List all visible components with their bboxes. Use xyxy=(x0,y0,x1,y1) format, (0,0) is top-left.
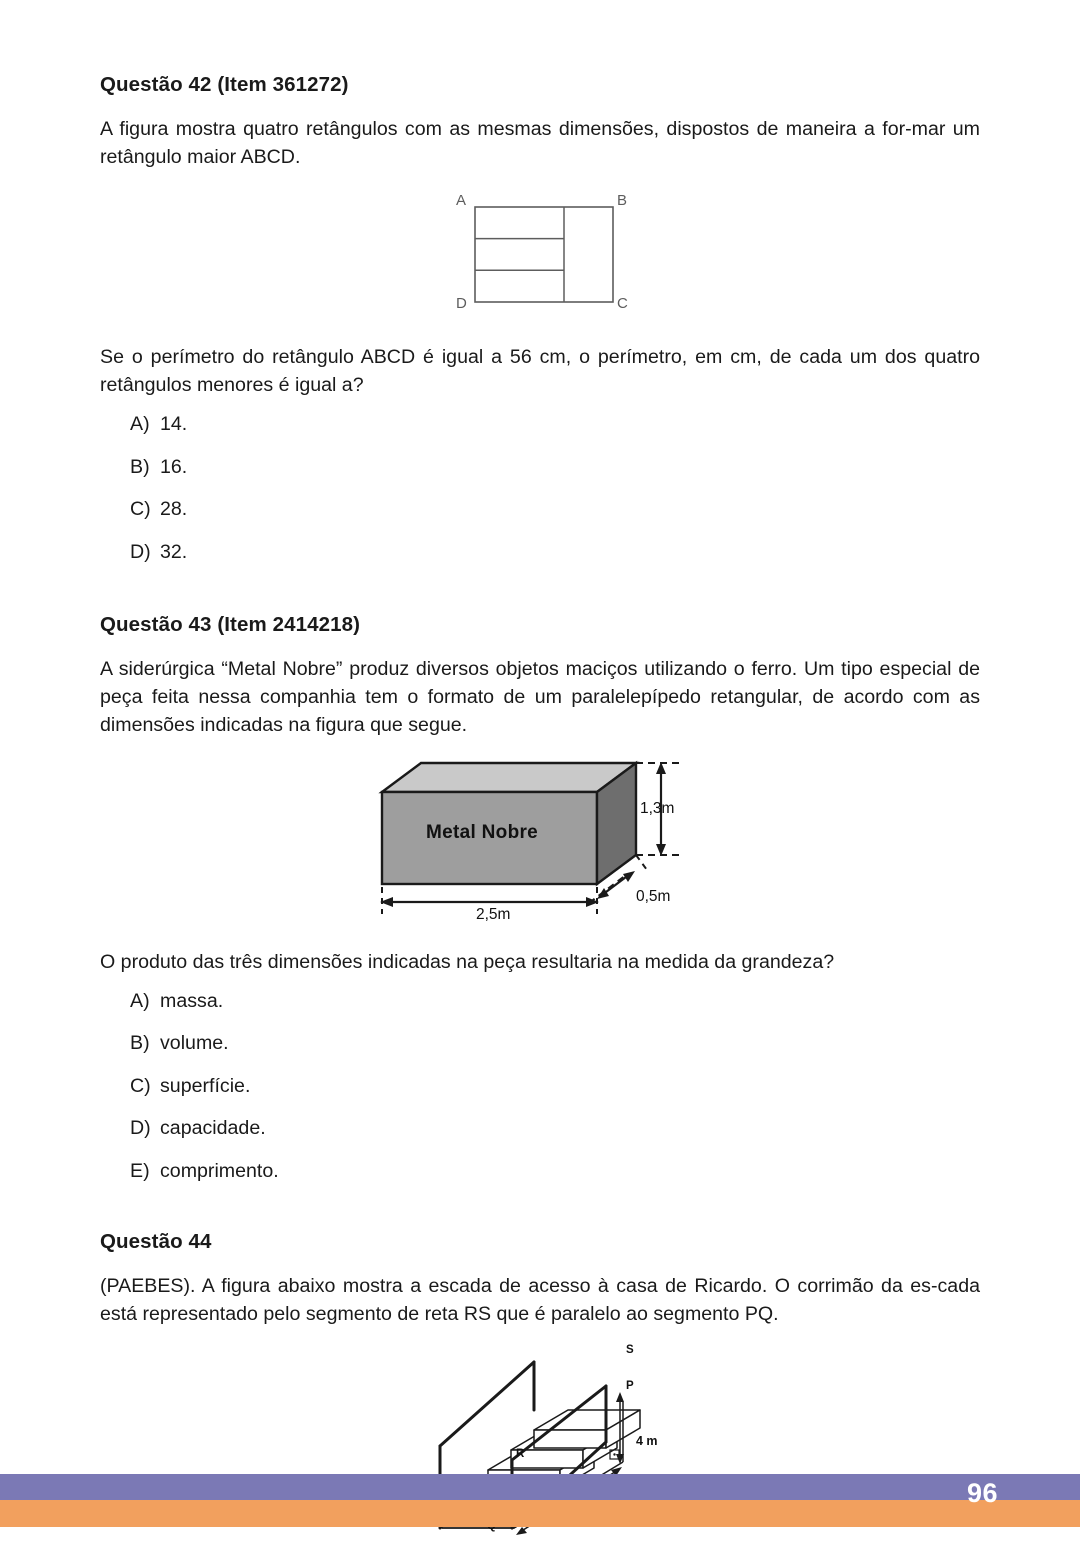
prism-width-label: 2,5m xyxy=(476,905,511,923)
option-item[interactable] xyxy=(100,540,980,565)
option-text: capacidade. xyxy=(160,1117,266,1140)
option-text: comprimento. xyxy=(160,1159,279,1182)
prism-height-label: 1,3m xyxy=(640,799,675,817)
option-item[interactable] xyxy=(100,1031,980,1056)
question-43-prompt: O produto das três dimensões indicadas na peça resultaria na medida da grandeza? xyxy=(100,950,835,973)
option-text: superfície. xyxy=(160,1074,251,1097)
page-number: 96 xyxy=(966,1478,998,1508)
page-content xyxy=(100,72,980,1547)
staircase-point-s: S xyxy=(626,1344,634,1357)
vertex-label-d: D xyxy=(456,295,467,313)
staircase-height-label: 4 m xyxy=(636,1434,658,1449)
question-43-statement: A siderúrgica “Metal Nobre” produz diversos objetos maciços utilizando o ferro. Um tipo especial de peça feita nessa companhia tem o formato de um paralelepípedo retangular, de acordo com as dimensões indicadas na figura que segue. xyxy=(100,657,980,737)
option-letter: B) xyxy=(130,1032,150,1055)
question-42-statement: A figura mostra quatro retângulos com as mesmas dimensões, dispostos de maneira a for-mar um retângulo maior ABCD. xyxy=(100,117,980,168)
option-letter: C) xyxy=(130,1074,151,1097)
option-text: 14. xyxy=(160,413,188,436)
figure-rectangle-abcd xyxy=(100,187,980,323)
prism-depth-label: 0,5m xyxy=(636,887,671,905)
option-letter: A) xyxy=(130,413,150,436)
question-42-heading: Questão 42 (Item 361272) xyxy=(100,73,349,96)
question-43 xyxy=(100,612,980,1184)
option-item[interactable] xyxy=(100,1159,980,1184)
option-text: volume. xyxy=(160,1032,229,1055)
option-text: massa. xyxy=(160,989,224,1012)
option-item[interactable] xyxy=(100,497,980,522)
option-letter: C) xyxy=(130,498,151,521)
option-text: 28. xyxy=(160,498,188,521)
prism-face-label: Metal Nobre xyxy=(426,821,539,843)
staircase-point-r: R xyxy=(516,1448,525,1461)
option-letter: A) xyxy=(130,989,150,1012)
option-letter: D) xyxy=(130,1117,151,1140)
section-spacer xyxy=(100,1201,980,1229)
question-42 xyxy=(100,72,980,565)
option-item[interactable] xyxy=(100,412,980,437)
section-spacer xyxy=(100,582,980,612)
question-44-statement: (PAEBES). A figura abaixo mostra a escada de acesso à casa de Ricardo. O corrimão da es-cada está representado pelo segmento de reta RS que é paralelo ao segmento PQ. xyxy=(100,1274,980,1325)
option-item[interactable] xyxy=(100,1074,980,1099)
question-42-prompt: Se o perímetro do retângulo ABCD é igual a 56 cm, o perímetro, em cm, de cada um dos quatro retângulos menores é igual a? xyxy=(100,346,980,397)
option-letter: B) xyxy=(130,455,150,478)
option-item[interactable] xyxy=(100,455,980,480)
footer-decoration xyxy=(0,1422,1080,1527)
option-text: 32. xyxy=(160,540,188,563)
vertex-label-c: C xyxy=(617,295,628,313)
figure-rectangular-prism xyxy=(100,754,980,932)
option-item[interactable] xyxy=(100,1116,980,1141)
option-item[interactable] xyxy=(100,989,980,1014)
question-44-heading: Questão 44 xyxy=(100,1230,212,1254)
staircase-point-p: P xyxy=(626,1380,634,1393)
question-43-options xyxy=(100,989,980,1184)
vertex-label-a: A xyxy=(456,192,467,210)
page-footer xyxy=(0,1422,1080,1527)
question-43-heading: Questão 43 (Item 2414218) xyxy=(100,613,361,637)
question-42-options xyxy=(100,412,980,565)
option-letter: D) xyxy=(130,540,151,563)
vertex-label-b: B xyxy=(617,192,628,210)
option-letter: E) xyxy=(130,1159,150,1182)
option-text: 16. xyxy=(160,455,188,478)
